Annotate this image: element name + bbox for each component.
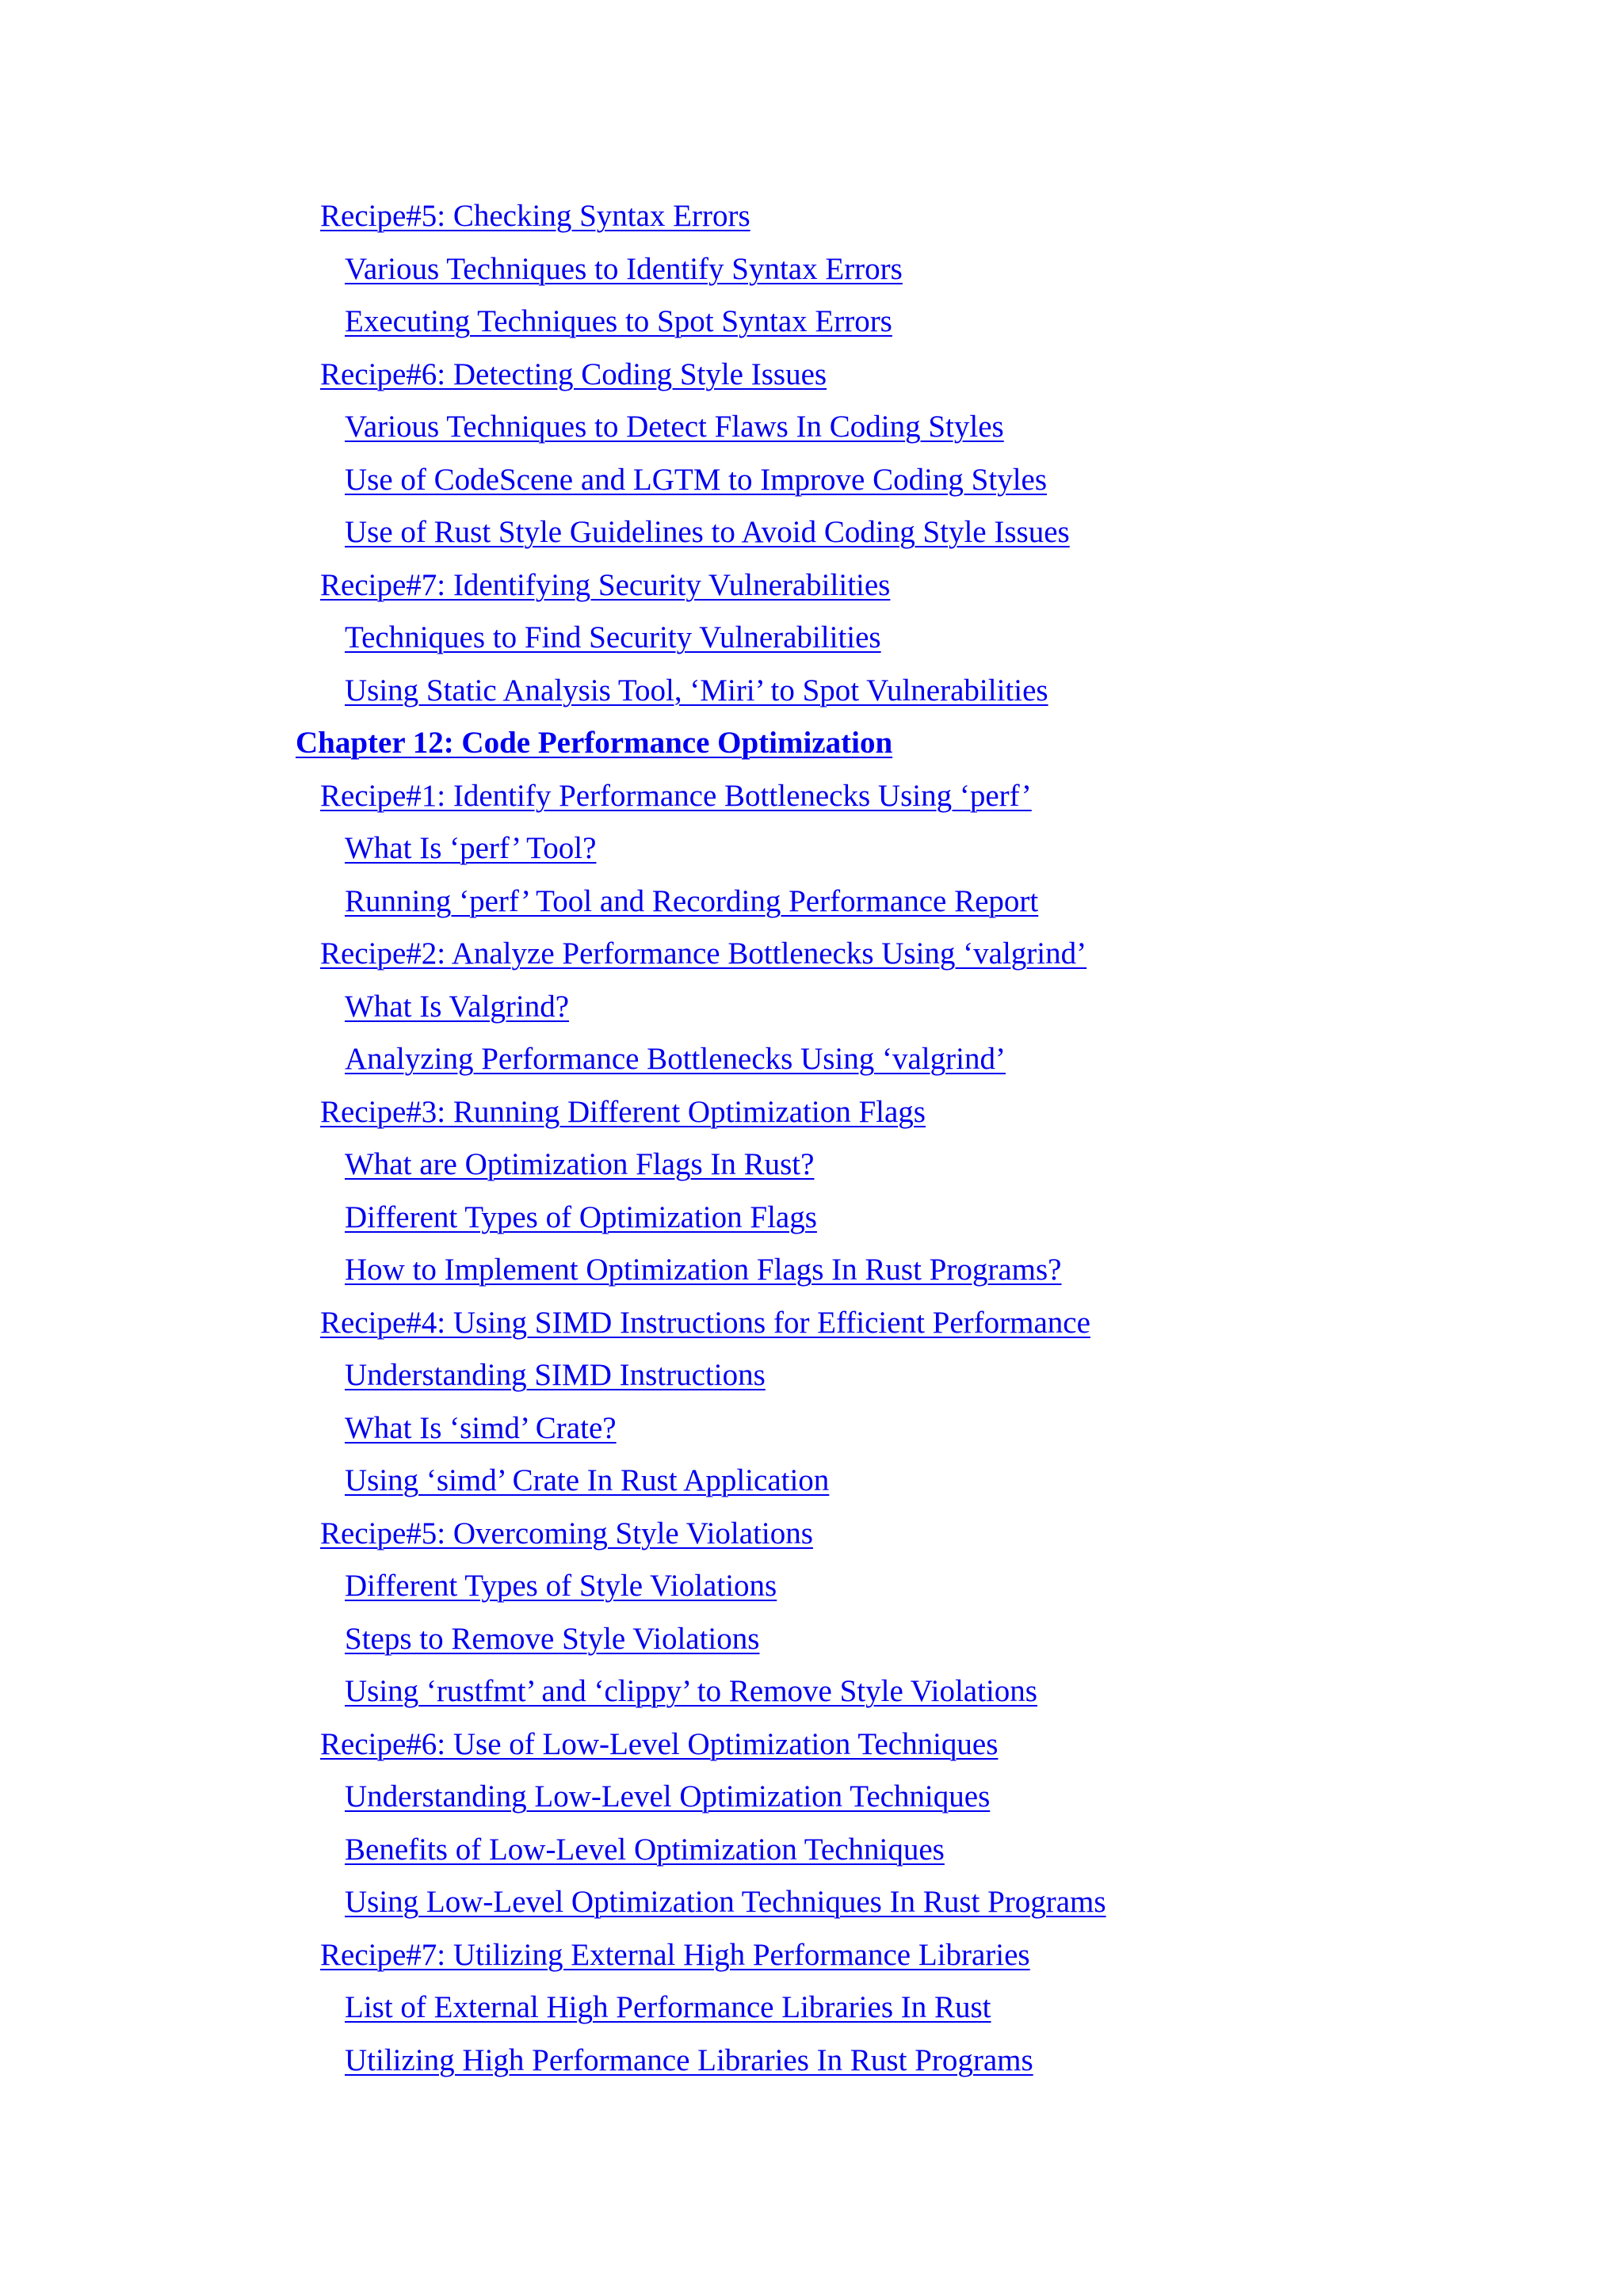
toc-link[interactable]: Recipe#6: Detecting Coding Style Issues bbox=[320, 357, 827, 391]
toc-entry bbox=[0, 881, 1623, 934]
toc-entry bbox=[0, 1460, 1623, 1513]
toc-link[interactable]: Recipe#7: Utilizing External High Performance Libraries bbox=[320, 1937, 1030, 1972]
toc-link[interactable]: Techniques to Find Security Vulnerabilities bbox=[345, 620, 881, 654]
toc-link[interactable]: Recipe#2: Analyze Performance Bottlenecks Using ‘valgrind’ bbox=[320, 936, 1087, 971]
toc-link[interactable]: Understanding Low-Level Optimization Techniques bbox=[345, 1779, 991, 1814]
toc-entry bbox=[0, 1039, 1623, 1092]
toc-link[interactable]: Use of CodeScene and LGTM to Improve Coding Styles bbox=[345, 462, 1048, 497]
toc-entry bbox=[0, 1935, 1623, 1988]
toc-entry bbox=[0, 1671, 1623, 1724]
toc-entry bbox=[0, 1619, 1623, 1672]
toc-entry bbox=[0, 301, 1623, 354]
toc-link[interactable]: Utilizing High Performance Libraries In Rust Programs bbox=[345, 2042, 1033, 2077]
toc-link[interactable]: Analyzing Performance Bottlenecks Using ‘valgrind’ bbox=[345, 1042, 1006, 1076]
table-of-contents bbox=[0, 196, 1623, 2092]
toc-entry bbox=[0, 1092, 1623, 1145]
toc-link[interactable]: How to Implement Optimization Flags In Rust Programs? bbox=[345, 1253, 1062, 1287]
toc-entry bbox=[0, 1513, 1623, 1566]
toc-link[interactable]: Recipe#6: Use of Low-Level Optimization Techniques bbox=[320, 1726, 999, 1761]
toc-link[interactable]: Using Low-Level Optimization Techniques In Rust Programs bbox=[345, 1885, 1106, 1919]
toc-entry bbox=[0, 828, 1623, 881]
toc-entry bbox=[0, 1724, 1623, 1777]
toc-entry bbox=[0, 670, 1623, 723]
toc-link[interactable]: Various Techniques to Identify Syntax Errors bbox=[345, 251, 903, 286]
toc-link[interactable]: List of External High Performance Libraries In Rust bbox=[345, 1990, 991, 2024]
toc-link[interactable]: Recipe#5: Overcoming Style Violations bbox=[320, 1516, 813, 1550]
toc-entry bbox=[0, 1829, 1623, 1882]
toc-link[interactable]: What Is ‘perf’ Tool? bbox=[345, 831, 597, 865]
toc-link[interactable]: Using Static Analysis Tool, ‘Miri’ to Spot Vulnerabilities bbox=[345, 673, 1048, 707]
toc-link[interactable]: Recipe#5: Checking Syntax Errors bbox=[320, 199, 750, 233]
toc-link[interactable]: Different Types of Optimization Flags bbox=[345, 1199, 817, 1234]
toc-link[interactable]: Recipe#3: Running Different Optimization Flags bbox=[320, 1094, 926, 1129]
toc-link[interactable]: Understanding SIMD Instructions bbox=[345, 1358, 766, 1392]
toc-entry bbox=[0, 354, 1623, 407]
toc-entry bbox=[0, 1144, 1623, 1197]
toc-entry bbox=[0, 617, 1623, 670]
toc-entry bbox=[0, 1249, 1623, 1302]
toc-entry bbox=[0, 2040, 1623, 2093]
toc-link[interactable]: Running ‘perf’ Tool and Recording Performance Report bbox=[345, 883, 1039, 918]
toc-chapter-link[interactable]: Chapter 12: Code Performance Optimization bbox=[296, 726, 893, 760]
toc-link[interactable]: Using ‘rustfmt’ and ‘clippy’ to Remove Style Violations bbox=[345, 1674, 1037, 1708]
toc-entry bbox=[0, 1197, 1623, 1250]
toc-link[interactable]: Various Techniques to Detect Flaws In Coding Styles bbox=[345, 410, 1004, 444]
toc-entry bbox=[0, 406, 1623, 460]
toc-link[interactable]: Different Types of Style Violations bbox=[345, 1569, 777, 1603]
toc-entry bbox=[0, 1566, 1623, 1619]
toc-entry bbox=[0, 1776, 1623, 1829]
toc-entry bbox=[0, 1355, 1623, 1408]
toc-link[interactable]: Using ‘simd’ Crate In Rust Application bbox=[345, 1463, 830, 1497]
toc-link[interactable]: Benefits of Low-Level Optimization Techniques bbox=[345, 1832, 945, 1867]
toc-link[interactable]: Use of Rust Style Guidelines to Avoid Coding Style Issues bbox=[345, 515, 1070, 549]
toc-entry bbox=[0, 933, 1623, 986]
toc-link[interactable]: What Is ‘simd’ Crate? bbox=[345, 1410, 617, 1445]
toc-link[interactable]: Executing Techniques to Spot Syntax Errors bbox=[345, 304, 892, 338]
toc-entry bbox=[0, 512, 1623, 565]
toc-link[interactable]: Recipe#7: Identifying Security Vulnerabilities bbox=[320, 567, 891, 602]
toc-link[interactable]: Recipe#4: Using SIMD Instructions for Efficient Performance bbox=[320, 1305, 1090, 1340]
toc-entry bbox=[0, 196, 1623, 249]
toc-entry bbox=[0, 1882, 1623, 1935]
toc-entry bbox=[0, 986, 1623, 1039]
toc-entry bbox=[0, 460, 1623, 513]
toc-entry bbox=[0, 1408, 1623, 1461]
toc-chapter-entry bbox=[0, 723, 1623, 776]
toc-entry bbox=[0, 249, 1623, 302]
toc-link[interactable]: Recipe#1: Identify Performance Bottlenecks Using ‘perf’ bbox=[320, 778, 1032, 813]
toc-entry bbox=[0, 1302, 1623, 1356]
toc-link[interactable]: Steps to Remove Style Violations bbox=[345, 1621, 760, 1656]
toc-entry bbox=[0, 565, 1623, 618]
toc-link[interactable]: What are Optimization Flags In Rust? bbox=[345, 1147, 815, 1181]
toc-entry bbox=[0, 776, 1623, 829]
toc-link[interactable]: What Is Valgrind? bbox=[345, 989, 570, 1024]
toc-entry bbox=[0, 1987, 1623, 2040]
